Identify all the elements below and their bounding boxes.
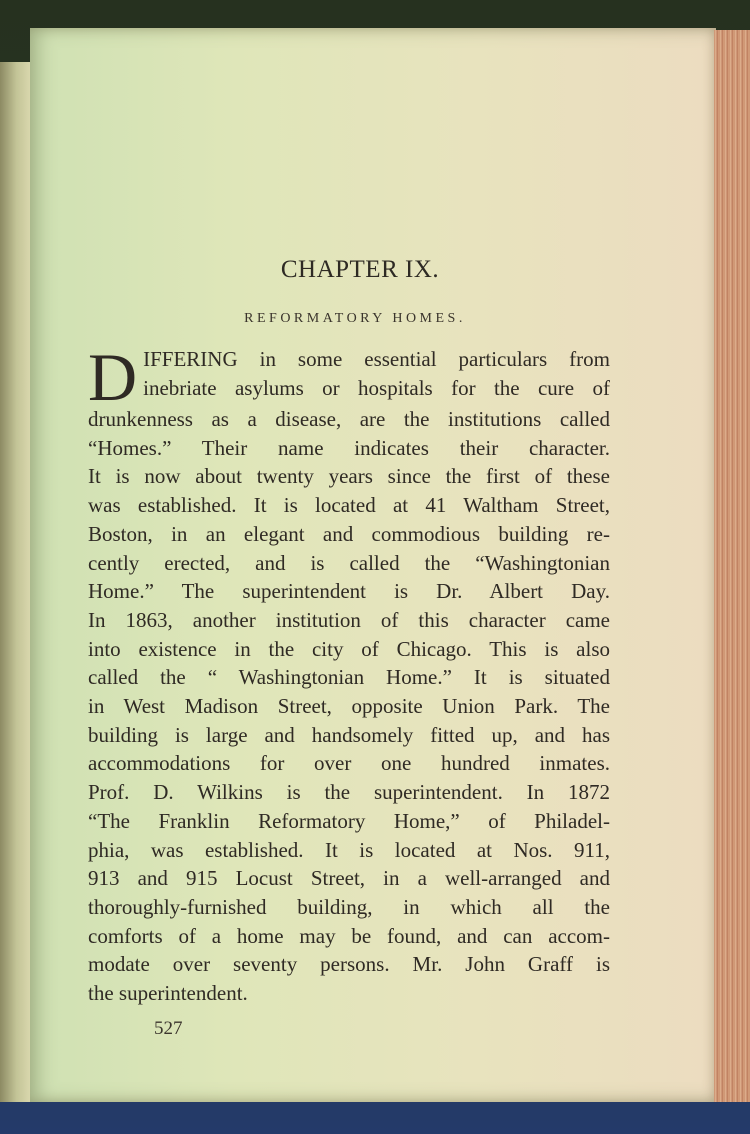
text-line: drunkenness as a disease, are the institutions called (88, 407, 610, 431)
text-line: 913 and 915 Locust Street, in a well-arranged and (88, 866, 610, 891)
text-line: “Homes.” Their name indicates their character. (88, 435, 610, 460)
text-line: cently erected, and is called the “Washingtonian (88, 550, 610, 575)
text-line: Boston, in an elegant and commodious building re- (88, 521, 610, 546)
text-line: IFFERING in some essential particulars from (143, 347, 610, 371)
facing-page-edge (0, 62, 30, 1102)
body-text (88, 339, 610, 1008)
chapter-title: CHAPTER IX. (280, 256, 440, 283)
page-number: 527 (154, 1018, 183, 1039)
text-line: building is large and handsomely fitted up, and has (88, 722, 610, 747)
text-line: the superintendent. (88, 981, 248, 1006)
text-line: into existence in the city of Chicago. This is also (88, 636, 610, 661)
text-line: modate over seventy persons. Mr. John Graff is (88, 952, 610, 977)
text-line: Home.” The superintendent is Dr. Albert Day. (88, 579, 610, 604)
text-line: inebriate asylums or hospitals for the cure of (143, 375, 610, 400)
text-line: accommodations for over one hundred inmates. (88, 751, 610, 776)
page-block-edges (714, 30, 750, 1102)
section-title: REFORMATORY HOMES. (244, 311, 466, 326)
text-line: “The Franklin Reformatory Home,” of Philadel- (88, 808, 610, 833)
text-line: Prof. D. Wilkins is the superintendent. In 1872 (88, 780, 610, 805)
text-line: called the “ Washingtonian Home.” It is situated (88, 665, 610, 690)
text-line: It is now about twenty years since the first of these (88, 464, 610, 489)
text-line: thoroughly-furnished building, in which all the (88, 894, 610, 919)
text-line: phia, was established. It is located at Nos. 911, (88, 837, 610, 862)
text-line: was established. It is located at 41 Waltham Street, (88, 493, 610, 518)
drop-cap: D (88, 339, 138, 415)
text-line: In 1863, another institution of this character came (88, 607, 610, 632)
text-line: in West Madison Street, opposite Union Park. The (88, 694, 610, 719)
text-line: comforts of a home may be found, and can accom- (88, 923, 610, 948)
